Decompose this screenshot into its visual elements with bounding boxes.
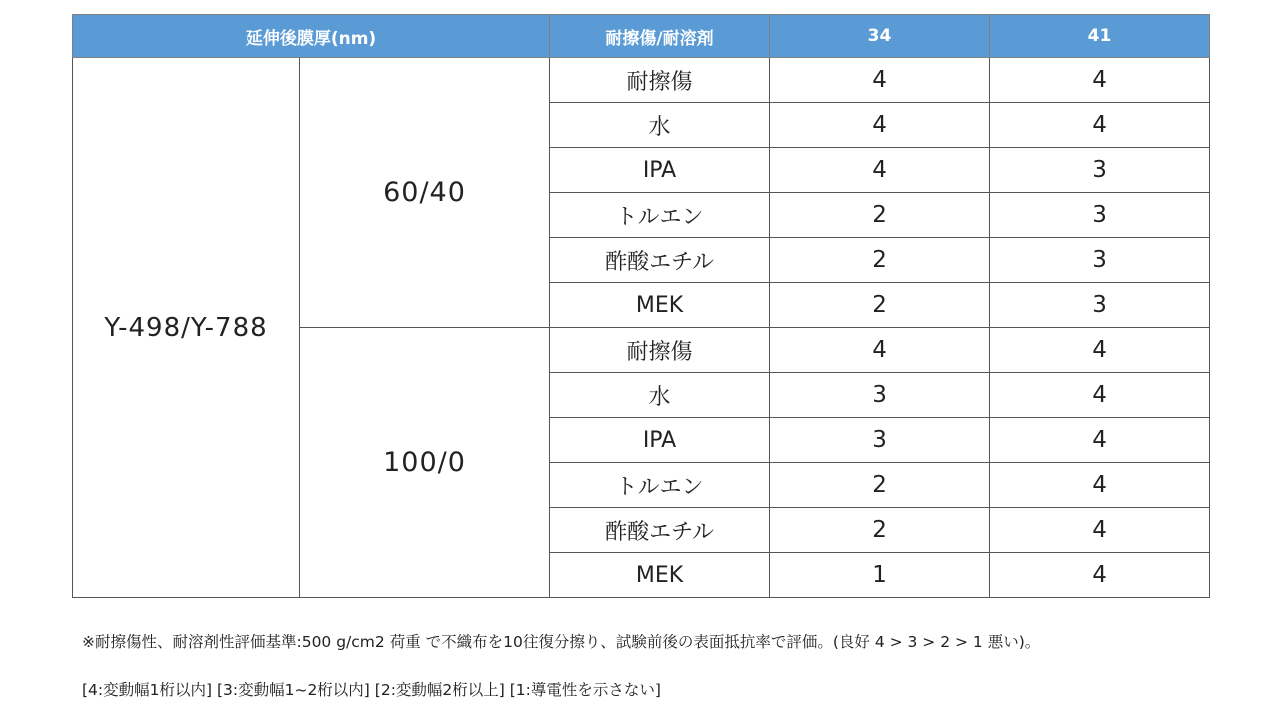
test-name-cell: MEK [550, 553, 770, 598]
value-34-cell: 2 [770, 508, 990, 553]
value-34-cell: 4 [770, 328, 990, 373]
header-film-thickness: 延伸後膜厚(nm) [73, 15, 550, 58]
value-34-cell: 3 [770, 418, 990, 463]
value-34-cell: 4 [770, 148, 990, 193]
value-41-cell: 4 [990, 58, 1210, 103]
header-row [73, 15, 1210, 58]
value-41-cell: 3 [990, 148, 1210, 193]
test-name-cell: 水 [550, 103, 770, 148]
test-name-cell: トルエン [550, 193, 770, 238]
test-name-cell: MEK [550, 283, 770, 328]
value-41-cell: 4 [990, 418, 1210, 463]
value-41-cell: 4 [990, 553, 1210, 598]
value-41-cell: 4 [990, 373, 1210, 418]
value-34-cell: 4 [770, 103, 990, 148]
test-name-cell: 酢酸エチル [550, 508, 770, 553]
results-table [72, 14, 1210, 598]
value-41-cell: 3 [990, 193, 1210, 238]
header-test-type: 耐擦傷/耐溶剤 [550, 15, 770, 58]
value-34-cell: 2 [770, 193, 990, 238]
value-41-cell: 3 [990, 283, 1210, 328]
group-label-100-0: 100/0 [300, 328, 550, 598]
table-row [73, 58, 1210, 103]
header-col-41: 41 [990, 15, 1210, 58]
rating-legend-note: [4:変動幅1桁以内] [3:変動幅1~2桁以内] [2:変動幅2桁以上] [1:導電性を示さない] [82, 681, 661, 699]
value-41-cell: 4 [990, 328, 1210, 373]
evaluation-criteria-note: ※耐擦傷性、耐溶剤性評価基準:500 g/cm2 荷重 で不織布を10往復分擦り、試験前後の表面抵抗率で評価。(良好 4 > 3 > 2 > 1 悪い)。 [82, 633, 1041, 651]
group-label-60-40: 60/40 [300, 58, 550, 328]
value-41-cell: 4 [990, 103, 1210, 148]
header-col-34: 34 [770, 15, 990, 58]
value-41-cell: 4 [990, 463, 1210, 508]
value-34-cell: 4 [770, 58, 990, 103]
test-name-cell: IPA [550, 148, 770, 193]
value-34-cell: 2 [770, 283, 990, 328]
value-34-cell: 1 [770, 553, 990, 598]
value-34-cell: 3 [770, 373, 990, 418]
value-34-cell: 2 [770, 238, 990, 283]
value-41-cell: 3 [990, 238, 1210, 283]
test-name-cell: 酢酸エチル [550, 238, 770, 283]
test-name-cell: トルエン [550, 463, 770, 508]
test-name-cell: 耐擦傷 [550, 58, 770, 103]
test-name-cell: 耐擦傷 [550, 328, 770, 373]
sample-name-cell: Y-498/Y-788 [73, 58, 300, 598]
value-34-cell: 2 [770, 463, 990, 508]
value-41-cell: 4 [990, 508, 1210, 553]
test-name-cell: 水 [550, 373, 770, 418]
test-name-cell: IPA [550, 418, 770, 463]
